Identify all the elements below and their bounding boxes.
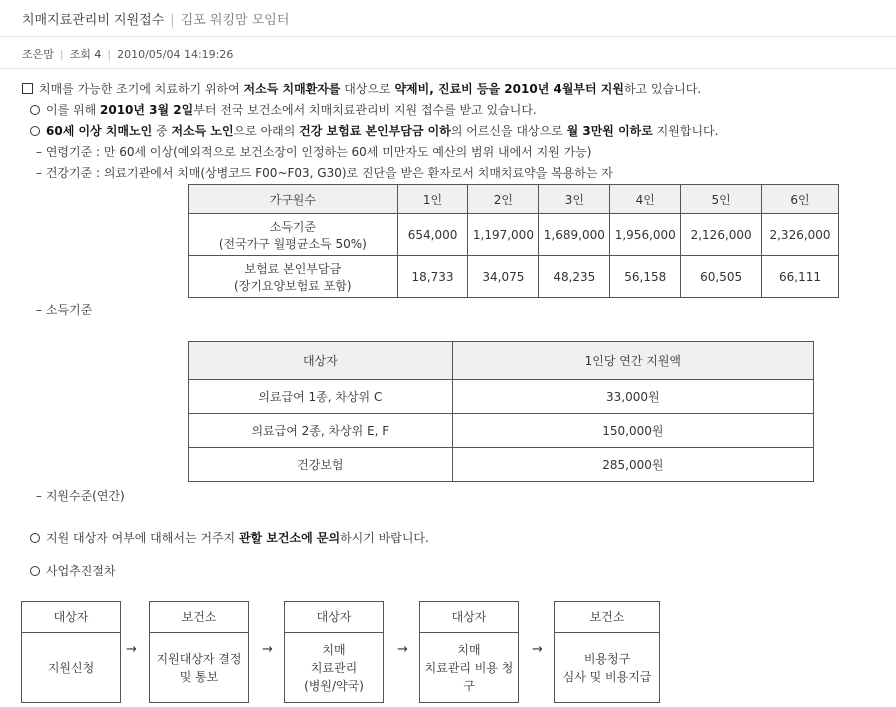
p3-text: 지원합니다. <box>652 124 719 138</box>
view-count: 조회 4 <box>69 48 102 61</box>
row-sublabel: (장기요양보험료 포함) <box>234 278 352 293</box>
circle-bullet-icon <box>30 105 40 115</box>
arrow-right-icon: → <box>126 642 137 657</box>
table-header-cell: 대상자 <box>189 342 453 380</box>
row-label: 보험료 본인부담금 <box>244 261 342 276</box>
table-row <box>189 448 814 482</box>
flow-step-action: 치매 치료관리 비용 청 구 <box>424 642 514 693</box>
post-date: 2010/05/04 14:19:26 <box>117 48 234 61</box>
flow-step-role: 대상자 <box>420 602 518 633</box>
table-cell: 1,197,000 <box>468 214 539 256</box>
table-cell: 150,000원 <box>452 414 813 448</box>
flow-step-action: 지원대상자 결정 및 통보 <box>156 651 242 684</box>
paragraph-3 <box>30 122 718 139</box>
table-header-cell: 1인당 연간 지원액 <box>452 342 813 380</box>
table-cell: 2,326,000 <box>762 214 839 256</box>
process-heading <box>30 562 116 579</box>
process-text: 사업추진절차 <box>46 564 116 578</box>
flow-step-4 <box>419 601 519 703</box>
flow-step-action: 지원신청 <box>47 660 95 675</box>
flow-step-action: 치매 치료관리 (병원/약국) <box>304 642 364 693</box>
table-header-cell: 2인 <box>468 185 539 214</box>
paragraph-2 <box>30 101 537 118</box>
post-header <box>0 0 896 37</box>
post-title[interactable]: 치매지료관리비 지원접수 <box>22 13 165 28</box>
table-row <box>189 380 814 414</box>
table-cell: 1,956,000 <box>610 214 681 256</box>
table-cell: 33,000원 <box>452 380 813 414</box>
p2-bold: 2010년 3월 2일 <box>100 103 194 117</box>
separator: | <box>59 48 64 61</box>
table-cell: 654,000 <box>397 214 468 256</box>
table-cell: 1,689,000 <box>539 214 610 256</box>
circle-bullet-icon <box>30 533 40 543</box>
inquiry-paragraph <box>30 529 429 546</box>
table-header-row <box>189 342 814 380</box>
table-cell: 34,075 <box>468 256 539 298</box>
intro-paragraph <box>22 80 701 97</box>
table-row <box>189 414 814 448</box>
author-name[interactable]: 조은맘 <box>22 48 54 61</box>
intro-text: 치매를 가능한 조기에 치료하기 위하여 <box>39 82 244 96</box>
table-header-cell: 4인 <box>610 185 681 214</box>
p3-bold: 월 3만원 이하로 <box>566 124 653 138</box>
p3-bold: 건강 보험료 본인부담금 이하 <box>299 124 451 138</box>
table-row <box>189 214 839 256</box>
table-cell: 건강보험 <box>189 448 453 482</box>
table-header-cell: 6인 <box>762 185 839 214</box>
table-cell: 2,126,000 <box>681 214 762 256</box>
table-header-row <box>189 185 839 214</box>
intro-bold: 약제비, 진료비 등을 2010년 4월부터 지원 <box>394 82 624 96</box>
flow-step-2 <box>149 601 249 703</box>
post-title-bar <box>22 9 289 28</box>
flow-step-5 <box>554 601 660 703</box>
table-cell: 의료급여 1종, 차상위 C <box>189 380 453 414</box>
table-header-cell: 가구원수 <box>189 185 398 214</box>
row-label: 소득기준 <box>269 219 316 234</box>
p3-bold: 60세 이상 치매노인 <box>46 124 153 138</box>
separator: | <box>107 48 112 61</box>
table-cell: 285,000원 <box>452 448 813 482</box>
table-cell: 48,235 <box>539 256 610 298</box>
arrow-right-icon: → <box>262 642 273 657</box>
flow-step-role: 대상자 <box>285 602 383 633</box>
age-criteria: – 연령기준 : 만 60세 이상(예외적으로 보건소장이 인정하는 60세 미만자도 예산의 범위 내에서 지원 가능) <box>36 145 592 159</box>
table-cell: 66,111 <box>762 256 839 298</box>
separator: | <box>170 13 175 28</box>
table-header-cell: 1인 <box>397 185 468 214</box>
support-level-label: – 지원수준(연간) <box>36 489 125 503</box>
flow-step-role: 보건소 <box>555 602 659 633</box>
table-row <box>189 256 839 298</box>
intro-text: 하고 있습니다. <box>623 82 702 96</box>
intro-bold: 저소득 치매환자를 <box>243 82 341 96</box>
table-cell: 18,733 <box>397 256 468 298</box>
p2-text: 부터 전국 보건소에서 치매치료관리비 지원 접수를 받고 있습니다. <box>193 103 537 117</box>
flow-step-1 <box>21 601 121 703</box>
flow-step-action: 비용청구 심사 및 비용지급 <box>562 651 652 684</box>
inquiry-bold: 관할 보건소에 문의 <box>238 531 341 545</box>
income-table <box>188 184 839 298</box>
divider <box>0 68 896 69</box>
table-label-cell <box>189 256 398 298</box>
table-cell: 56,158 <box>610 256 681 298</box>
p3-text: 으로 아래의 <box>233 124 300 138</box>
arrow-right-icon: → <box>397 642 408 657</box>
inquiry-text: 지원 대상자 여부에 대해서는 거주지 <box>46 531 239 545</box>
p3-bold: 저소득 노인 <box>171 124 234 138</box>
table-cell: 의료급여 2종, 차상위 E, F <box>189 414 453 448</box>
square-bullet-icon <box>22 83 33 94</box>
flow-step-3 <box>284 601 384 703</box>
inquiry-text: 하시기 바랍니다. <box>340 531 429 545</box>
club-name[interactable]: 김포 워킹맘 모임터 <box>180 13 290 28</box>
health-criteria: – 건강기준 : 의료기관에서 치매(상병코드 F00~F03, G30)로 진단을 받은 환자로서 치매치료약을 복용하는 자 <box>36 166 613 180</box>
circle-bullet-icon <box>30 126 40 136</box>
p2-text: 이를 위해 <box>46 103 100 117</box>
arrow-right-icon: → <box>532 642 543 657</box>
table-header-cell: 3인 <box>539 185 610 214</box>
table-header-cell: 5인 <box>681 185 762 214</box>
row-sublabel: (전국가구 월평균소득 50%) <box>218 236 367 251</box>
flow-step-role: 보건소 <box>150 602 248 633</box>
intro-text: 대상으로 <box>340 82 395 96</box>
flow-step-role: 대상자 <box>22 602 120 633</box>
p3-text: 의 어르신을 대상으로 <box>450 124 567 138</box>
table-label-cell <box>189 214 398 256</box>
post-meta <box>22 46 233 62</box>
circle-bullet-icon <box>30 566 40 576</box>
table-cell: 60,505 <box>681 256 762 298</box>
support-table <box>188 341 814 482</box>
income-criteria-label: – 소득기준 <box>36 303 93 317</box>
p3-text: 중 <box>152 124 172 138</box>
